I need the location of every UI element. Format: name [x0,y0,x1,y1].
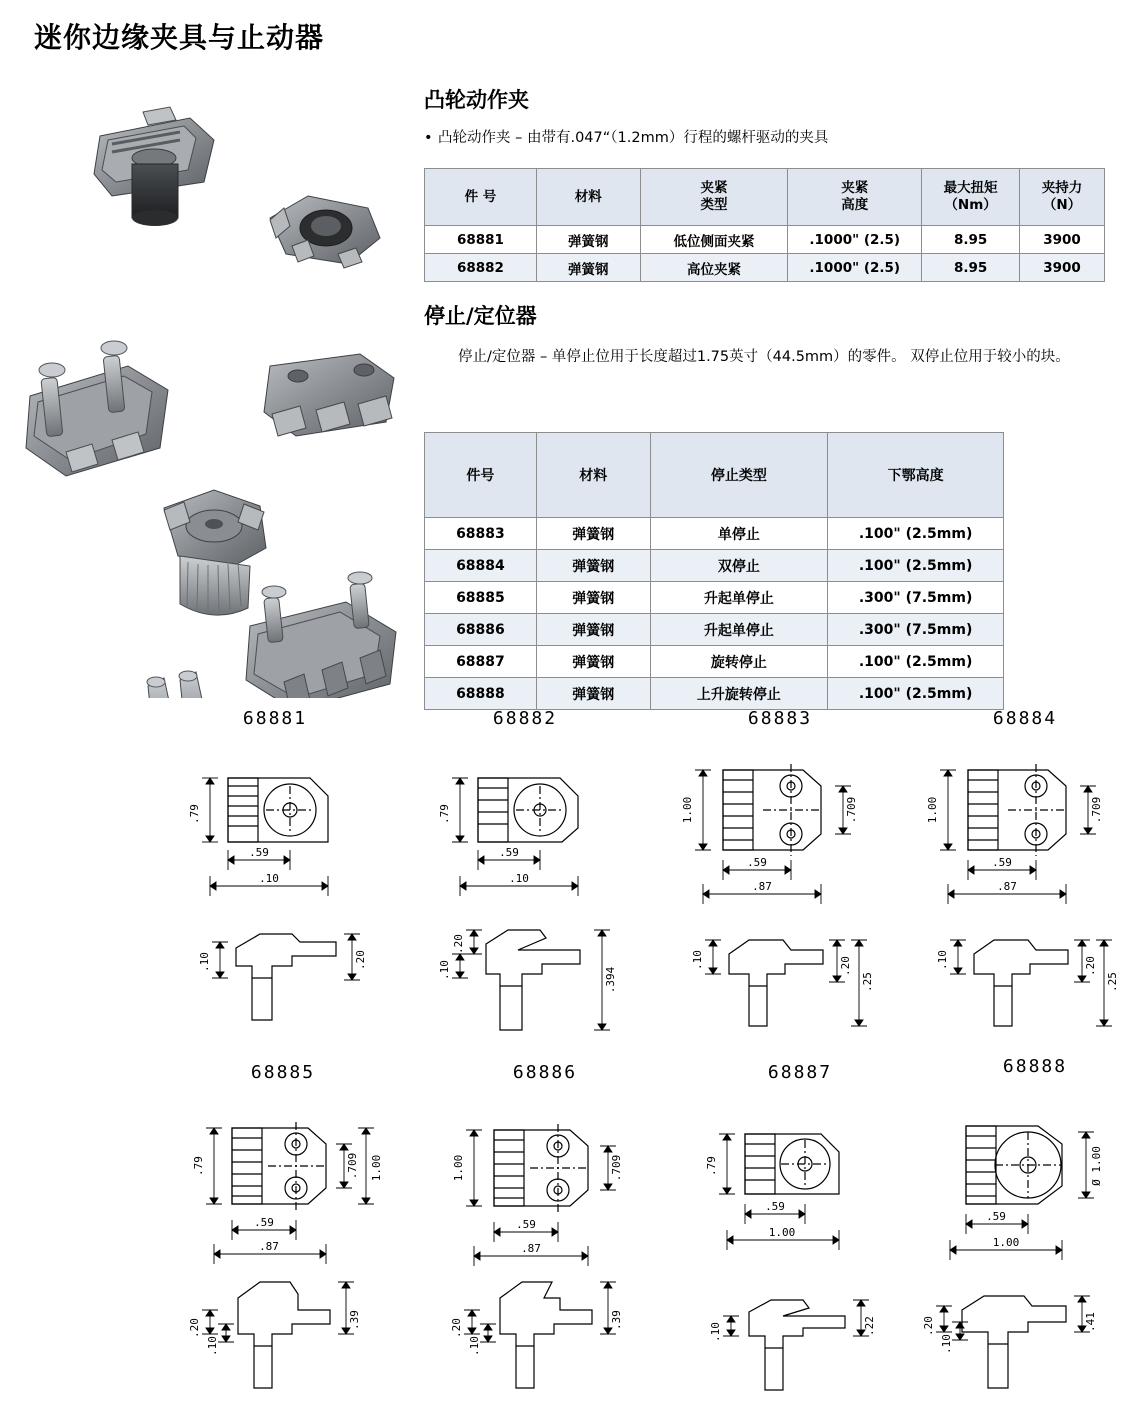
dim-side-1: .10 [936,950,949,970]
cell-material: 弹簧钢 [536,646,650,678]
cell-type: 升起单停止 [650,582,828,614]
dim-overall: .87 [997,880,1017,893]
dim-side-1: .20 [188,1318,201,1338]
col-part-number: 件号 [425,433,537,518]
dim-side-3: .25 [1106,972,1119,992]
table-row [425,226,1105,254]
photo-68881 [94,107,214,226]
stop-locator-table [424,432,1004,710]
dim-overall: .87 [752,880,772,893]
dim-side-2: .20 [839,956,852,976]
dim-depth: .79 [192,1156,205,1176]
photo-68882 [270,196,380,268]
cell-part: 68883 [425,518,537,550]
dim-overall: 1.00 [992,1236,1020,1249]
dim-side-3: .25 [861,972,874,992]
cell-part: 68884 [425,550,537,582]
cell-type: 升起单停止 [650,614,828,646]
cell-material: 弹簧钢 [536,678,650,710]
dim-width: .59 [992,856,1012,869]
dim-depth: 1.00 [681,796,694,824]
dim-side-3: .41 [1084,1312,1097,1332]
dim-width: .59 [499,846,519,859]
drawing-68882-svg [390,730,660,1060]
page-title: 迷你边缘夹具与止动器 [34,21,325,54]
col-material: 材料 [536,169,640,226]
cell-torque: 8.95 [922,226,1020,254]
col-clamp-height-l2: 高度 [841,197,869,213]
dim-side-1: .20 [922,1316,935,1336]
cell-part: 68887 [425,646,537,678]
drawing-68888 [900,1056,1138,1406]
table-row [425,582,1004,614]
col-material: 材料 [536,433,650,518]
cell-height: .100" (2.5mm) [828,518,1004,550]
cell-type: 高位夹紧 [640,254,788,282]
drawing-68884 [890,708,1138,1058]
cell-force: 3900 [1020,226,1105,254]
cam-bullet-text: 凸轮动作夹 – 由带有.047“（1.2mm）行程的螺杆驱动的夹具 [438,130,829,146]
dim-side-1: .10 [709,1322,722,1342]
photo-68883 [264,354,394,436]
cell-height: .100" (2.5mm) [828,646,1004,678]
cam-clamp-table [424,168,1105,282]
drawing-68887-svg [665,1084,915,1411]
drawing-label: 68881 [242,708,308,729]
col-clamp-type-l1: 夹紧 [700,180,728,197]
dim-width: .59 [765,1200,785,1213]
cell-part: 68885 [425,582,537,614]
drawing-label: 68887 [767,1062,833,1083]
cell-material: 弹簧钢 [536,614,650,646]
dim-side-2: .10 [468,1336,481,1356]
dim-side-2: .10 [940,1334,953,1354]
stop-section-body: 停止/定位器 – 单停止位用于长度超过1.75英寸（44.5mm）的零件。 双停止位用于较小的块。 [458,349,1070,365]
dim-hole-spacing: .709 [610,1154,623,1182]
dim-overall: 1.00 [768,1226,796,1239]
dim-height: .79 [438,804,451,824]
dim-width: .59 [249,846,269,859]
dim-width: .59 [747,856,767,869]
dim-depth: 1.00 [926,796,939,824]
dim-overall-depth: 1.00 [370,1154,383,1182]
product-photo-group [8,78,408,698]
col-clamp-height-l1: 夹紧 [841,180,869,197]
dimension-drawings [0,700,1138,1411]
table-row [425,550,1004,582]
drawing-68888-svg [900,1078,1138,1411]
dim-side-1: .20 [450,1318,463,1338]
drawing-68881-svg [140,730,410,1060]
table-row [425,614,1004,646]
dim-overall: .10 [259,872,279,885]
dim-side-2: .10 [438,960,451,980]
dim-overall: .87 [259,1240,279,1253]
cell-material: 弹簧钢 [536,550,650,582]
cell-torque: 8.95 [922,254,1020,282]
cell-part: 68886 [425,614,537,646]
drawing-label: 68883 [747,708,813,729]
drawing-68881 [140,708,410,1058]
dim-hole-spacing: .709 [1090,796,1103,824]
dim-height: .79 [188,804,201,824]
drawing-68884-svg [890,730,1130,1060]
dim-side-2: .20 [354,950,367,970]
drawing-68885 [148,1062,418,1411]
col-part-number: 件 号 [425,169,537,226]
col-clamp-force [1020,169,1105,226]
drawing-label: 68885 [250,1062,316,1083]
col-jaw-height: 下鄂高度 [828,433,1004,518]
cell-part: 68882 [425,254,537,282]
drawing-68882 [390,708,660,1058]
dim-side-2: .10 [206,1336,219,1356]
cell-height: .300" (7.5mm) [828,614,1004,646]
photo-locating-pins [147,671,210,698]
dim-width: .59 [254,1216,274,1229]
cell-type: 双停止 [650,550,828,582]
cell-material: 弹簧钢 [536,254,640,282]
drawing-68886 [410,1062,680,1411]
table-row [425,254,1105,282]
dim-side-3: .39 [610,1310,623,1330]
drawing-68883 [645,708,915,1058]
cell-height: .100" (2.5mm) [828,550,1004,582]
stop-section-heading: 停止/定位器 [424,304,537,328]
drawing-68887 [665,1062,935,1411]
drawing-68885-svg [148,1084,418,1411]
cell-height: .1000" (2.5) [788,254,922,282]
col-max-torque [922,169,1020,226]
cell-material: 弹簧钢 [536,226,640,254]
dim-width: .59 [986,1210,1006,1223]
cell-type: 低位侧面夹紧 [640,226,788,254]
dim-overall: .87 [521,1242,541,1255]
cell-type: 旋转停止 [650,646,828,678]
dim-hole-spacing: .709 [845,796,858,824]
bullet-dot: • [424,130,433,146]
col-max-torque-l1: 最大扭矩 [943,180,998,197]
photo-68885 [246,572,396,698]
col-clamp-height [788,169,922,226]
cell-part: 68888 [425,678,537,710]
dim-side-1: .10 [198,952,211,972]
cam-section-bullet [424,126,1114,147]
dim-overall: .10 [509,872,529,885]
dim-depth: .79 [705,1156,718,1176]
dim-hole-spacing: .709 [346,1152,359,1180]
table-row [425,518,1004,550]
drawing-68883-svg [645,730,915,1060]
dim-width: .59 [516,1218,536,1231]
dim-depth: 1.00 [452,1154,465,1182]
drawing-label: 68888 [1002,1056,1068,1077]
cell-height: .1000" (2.5) [788,226,922,254]
dim-diameter: Ø 1.00 [1090,1146,1103,1186]
cell-type: 单停止 [650,518,828,550]
cell-height: .100" (2.5mm) [828,678,1004,710]
product-photos-svg [8,78,408,698]
cell-force: 3900 [1020,254,1105,282]
col-clamp-type-l2: 类型 [700,197,728,213]
dim-side-3: .394 [604,966,617,994]
dim-side-1: .20 [452,934,465,954]
col-stop-type: 停止类型 [650,433,828,518]
dim-side-3: .39 [348,1310,361,1330]
table-header-row [425,169,1105,226]
cam-section-heading: 凸轮动作夹 [424,88,529,112]
col-clamp-force-l2: （N） [1042,197,1082,213]
drawing-label: 68882 [492,708,558,729]
cell-height: .300" (7.5mm) [828,582,1004,614]
col-clamp-force-l1: 夹持力 [1041,180,1083,197]
cell-part: 68881 [425,226,537,254]
cell-type: 上升旋转停止 [650,678,828,710]
cell-material: 弹簧钢 [536,518,650,550]
col-max-torque-l2: （Nm） [944,197,997,213]
table-header-row [425,433,1004,518]
dim-side-2: .22 [863,1316,876,1336]
cell-material: 弹簧钢 [536,582,650,614]
drawing-68886-svg [410,1084,680,1411]
drawing-label: 68886 [512,1062,578,1083]
photo-68884 [26,341,168,476]
drawing-label: 68884 [992,708,1058,729]
col-clamp-type [640,169,788,226]
table-row [425,646,1004,678]
dim-side-1: .10 [691,950,704,970]
dim-side-2: .20 [1084,956,1097,976]
photo-68888-knob [164,490,266,615]
